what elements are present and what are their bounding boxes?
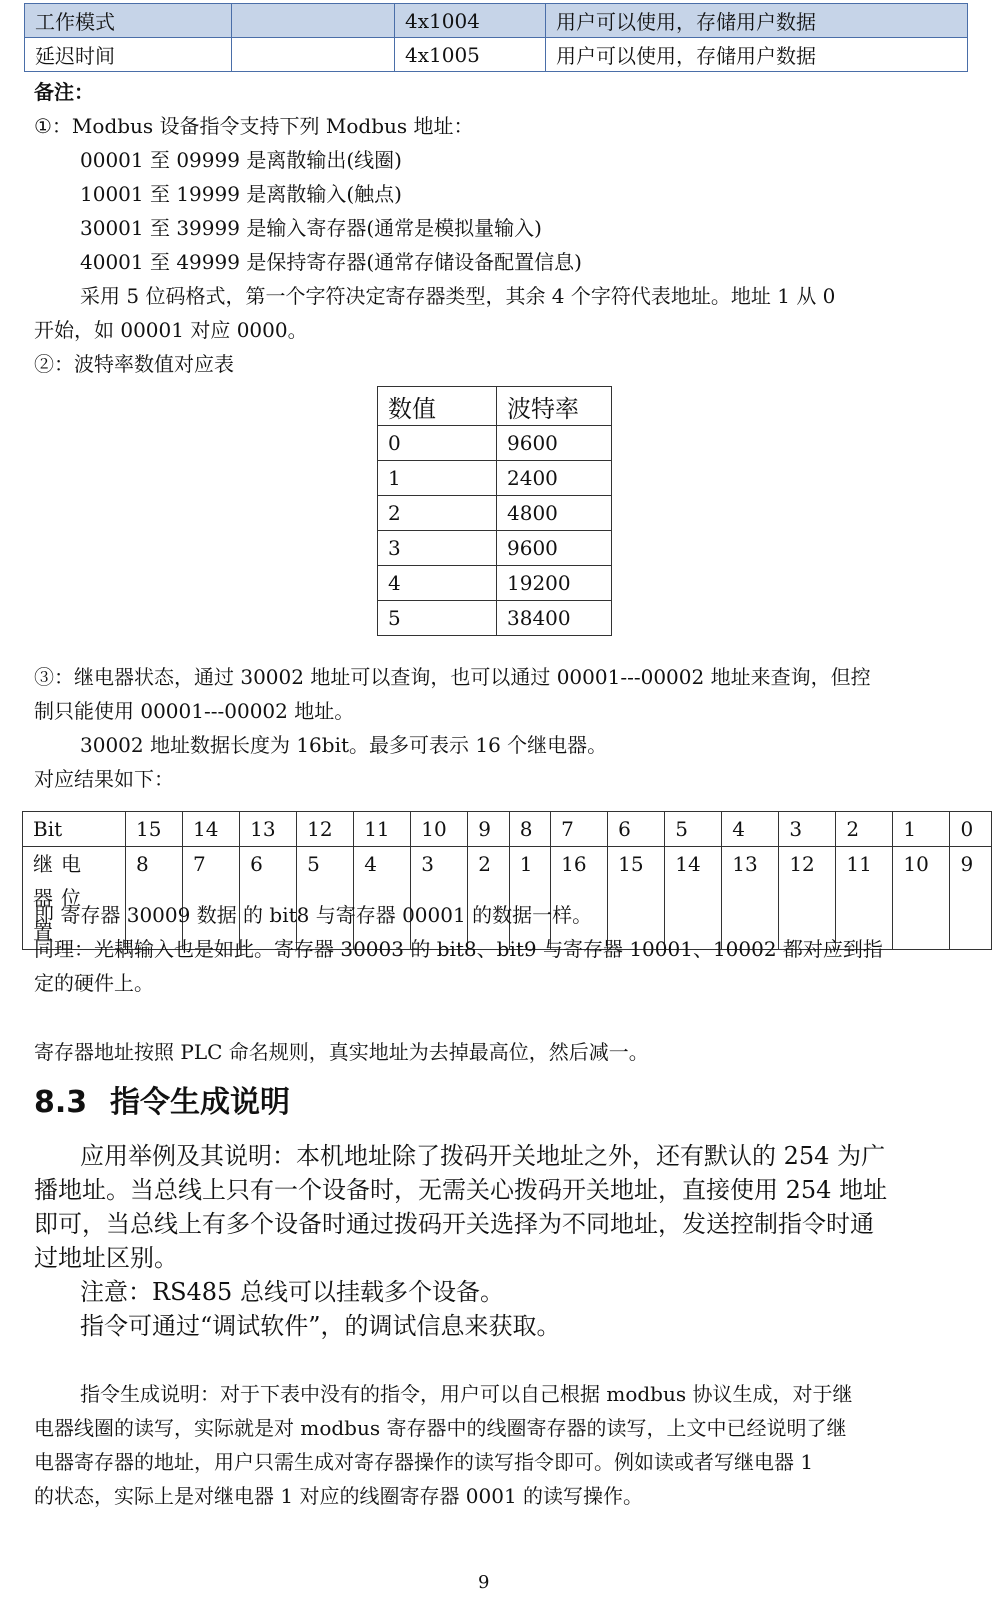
section-paragraph: 即可，当总线上有多个设备时通过拨码开关选择为不同地址，发送控制指令时通	[34, 1210, 874, 1238]
table-cell: 15	[126, 812, 183, 847]
note-1-paragraph: 开始，如 00001 对应 0000。	[34, 318, 308, 342]
table-cell: 9600	[497, 426, 612, 461]
table-cell: 19200	[497, 566, 612, 601]
table-cell: 继电器位置	[23, 847, 126, 950]
note-1-item: 40001 至 49999 是保持寄存器(通常存储设备配置信息)	[80, 250, 582, 274]
table-header-row	[378, 387, 612, 426]
table-cell: 12	[297, 812, 354, 847]
table-row	[25, 4, 968, 38]
instruction-paragraph: 指令生成说明：对于下表中没有的指令，用户可以自己根据 modbus 协议生成，对于继	[80, 1382, 853, 1406]
table-cell: 0	[950, 812, 992, 847]
register-table	[24, 3, 968, 72]
table-cell: 6	[240, 847, 297, 950]
table-cell: 9600	[497, 531, 612, 566]
table-cell: 12	[779, 847, 836, 950]
notes-heading: 备注：	[34, 80, 94, 104]
table-row	[23, 812, 992, 847]
table-cell: 4	[378, 566, 497, 601]
note-1-paragraph: 采用 5 位码格式，第一个字符决定寄存器类型，其余 4 个字符代表地址。地址 1 从 0	[80, 284, 836, 308]
section-note: 注意：RS485 总线可以挂载多个设备。	[80, 1278, 504, 1306]
table-row	[378, 426, 612, 461]
table-cell	[232, 38, 395, 72]
table-row	[25, 38, 968, 72]
table-cell: 16	[551, 847, 608, 950]
table-cell: 13	[240, 812, 297, 847]
instruction-paragraph: 电器寄存器的地址，用户只需生成对寄存器操作的读写指令即可。例如读或者写继电器 1	[34, 1450, 814, 1474]
table-cell: 1	[378, 461, 497, 496]
column-header: 波特率	[497, 387, 612, 426]
table-cell: 2400	[497, 461, 612, 496]
table-cell: 4x1005	[395, 38, 546, 72]
table-cell: 5	[378, 601, 497, 636]
table-row	[378, 461, 612, 496]
section-number: 8.3	[34, 1085, 88, 1120]
note-1-item: 10001 至 19999 是离散输入(触点)	[80, 182, 402, 206]
section-paragraph: 过地址区别。	[34, 1244, 178, 1272]
note-3-line: 制只能使用 00001---00002 地址。	[34, 699, 355, 723]
note-1-item: 00001 至 09999 是离散输出(线圈)	[80, 148, 402, 172]
table-cell: 用户可以使用，存储用户数据	[546, 38, 968, 72]
table-cell: 11	[836, 847, 893, 950]
table-cell: 2	[468, 847, 509, 950]
table-cell: 7	[551, 812, 608, 847]
table-cell: 10	[411, 812, 468, 847]
note-2-title: ②：波特率数值对应表	[34, 352, 234, 376]
table-cell: 延迟时间	[25, 38, 232, 72]
section-paragraph: 应用举例及其说明：本机地址除了拨码开关地址之外，还有默认的 254 为广	[80, 1142, 886, 1170]
section-note: 指令可通过“调试软件”，的调试信息来获取。	[80, 1312, 561, 1340]
table-cell: 3	[411, 847, 468, 950]
table-cell: 38400	[497, 601, 612, 636]
table-row	[378, 496, 612, 531]
page-number: 9	[478, 1572, 490, 1593]
table-cell: 9	[468, 812, 509, 847]
table-cell: 4x1004	[395, 4, 546, 38]
table-cell: 用户可以使用，存储用户数据	[546, 4, 968, 38]
table-cell: 3	[779, 812, 836, 847]
column-header: 数值	[378, 387, 497, 426]
table-cell: 2	[836, 812, 893, 847]
table-cell: 15	[608, 847, 665, 950]
instruction-paragraph: 电器线圈的读写，实际就是对 modbus 寄存器中的线圈寄存器的读写，上文中已经说明了继	[34, 1416, 847, 1440]
table-row	[378, 531, 612, 566]
note-3-line: 30002 地址数据长度为 16bit。最多可表示 16 个继电器。	[80, 733, 608, 757]
table-cell: 5	[297, 847, 354, 950]
section-paragraph: 播地址。当总线上只有一个设备时，无需关心拨码开关地址，直接使用 254 地址	[34, 1176, 888, 1204]
table-cell: 11	[354, 812, 411, 847]
table-cell: 0	[378, 426, 497, 461]
note-3-line: 对应结果如下：	[34, 767, 174, 791]
section-title: 指令生成说明	[110, 1085, 290, 1120]
note-3-line: ③：继电器状态，通过 30002 地址可以查询，也可以通过 00001---00002 地址来查询，但控	[34, 665, 871, 689]
plc-rule: 寄存器地址按照 PLC 命名规则，真实地址为去掉最高位，然后减一。	[34, 1040, 649, 1064]
table-cell: 8	[126, 847, 183, 950]
table-cell: 7	[183, 847, 240, 950]
table-cell: 14	[183, 812, 240, 847]
bit-explanation: 同理：光耦输入也是如此。寄存器 30003 的 bit8、bit9 与寄存器 10001、10002 都对应到指	[34, 937, 883, 961]
table-cell: 6	[608, 812, 665, 847]
table-cell: 工作模式	[25, 4, 232, 38]
bit-explanation: 定的硬件上。	[34, 971, 154, 995]
instruction-paragraph: 的状态，实际上是对继电器 1 对应的线圈寄存器 0001 的读写操作。	[34, 1484, 644, 1508]
table-cell: 14	[665, 847, 722, 950]
note-1-title: ①：Modbus 设备指令支持下列 Modbus 地址：	[34, 114, 474, 138]
table-cell: 8	[509, 812, 550, 847]
table-row	[378, 566, 612, 601]
table-cell: 13	[722, 847, 779, 950]
bit-explanation: 即 寄存器 30009 数据 的 bit8 与寄存器 00001 的数据一样。	[34, 903, 593, 927]
baud-rate-table	[377, 386, 612, 636]
table-cell: 2	[378, 496, 497, 531]
section-heading	[34, 1083, 290, 1123]
table-cell: 1	[893, 812, 950, 847]
table-cell	[232, 4, 395, 38]
table-cell: 4	[722, 812, 779, 847]
note-1-item: 30001 至 39999 是输入寄存器(通常是模拟量输入)	[80, 216, 542, 240]
table-cell: 5	[665, 812, 722, 847]
table-cell: 4800	[497, 496, 612, 531]
table-row	[378, 601, 612, 636]
table-cell: 4	[354, 847, 411, 950]
table-cell: Bit	[23, 812, 126, 847]
table-cell: 3	[378, 531, 497, 566]
table-cell: 10	[893, 847, 950, 950]
table-cell: 1	[509, 847, 550, 950]
table-cell: 9	[950, 847, 992, 950]
